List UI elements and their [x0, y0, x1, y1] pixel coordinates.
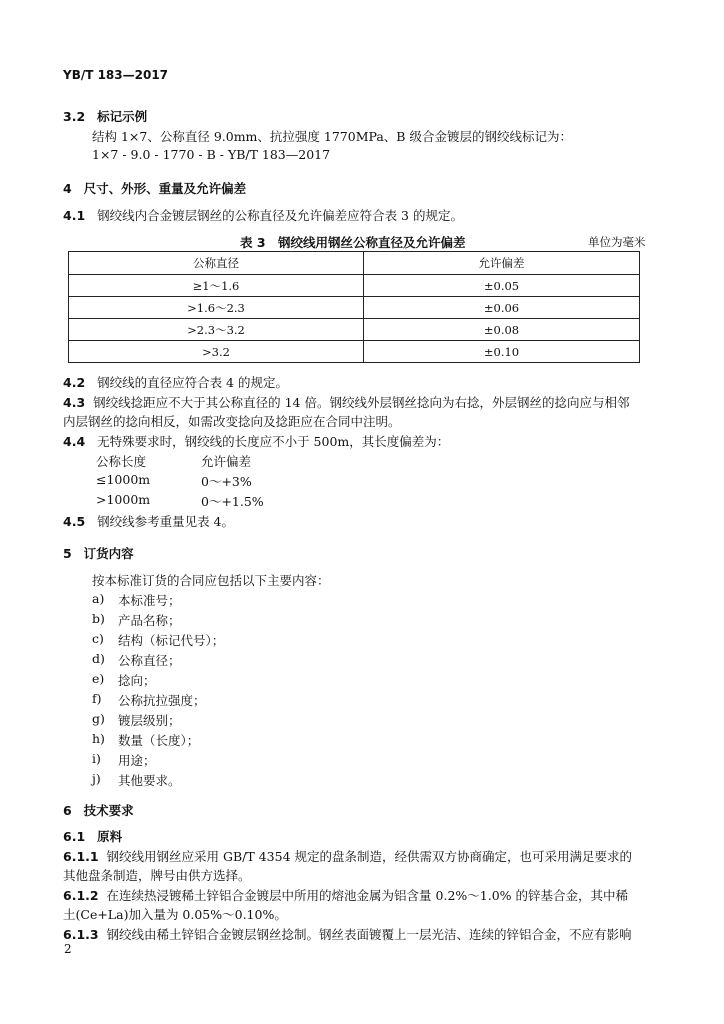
list-marker: d) — [92, 651, 105, 666]
section-title: 标记示例 — [97, 109, 148, 124]
clause-text: 无特殊要求时，钢绞线的长度应不小于 500m，其长度偏差为： — [97, 434, 450, 449]
clause-number: 4.4 — [63, 434, 86, 449]
length-deviation: 0～+1.5% — [201, 494, 264, 509]
section-4-heading — [63, 179, 246, 197]
list-marker: e) — [92, 671, 105, 686]
length-col-b-header: 允许偏差 — [201, 454, 252, 469]
section-number: 6.1 — [63, 829, 86, 844]
clause-text: 钢绞线的直径应符合表 4 的规定。 — [97, 375, 288, 390]
list-item — [92, 731, 200, 748]
list-item — [92, 611, 181, 628]
clause-text: 钢绞线内合金镀层钢丝的公称直径及允许偏差应符合表 3 的规定。 — [97, 208, 463, 223]
section-title: 尺寸、外形、重量及允许偏差 — [83, 181, 247, 196]
column-header: 允许偏差 — [364, 252, 640, 275]
table-row — [69, 319, 640, 341]
list-item — [92, 671, 156, 688]
section-title: 订货内容 — [83, 546, 134, 561]
length-value: ≤1000m — [96, 472, 151, 487]
section-number: 4 — [63, 181, 72, 196]
list-marker: f) — [92, 691, 102, 706]
length-deviation: 0～+3% — [201, 474, 252, 489]
paragraph: 按本标准订货的合同应包括以下主要内容： — [92, 573, 330, 588]
clause-4-4 — [63, 432, 449, 450]
list-marker: g) — [92, 711, 105, 726]
section-6-heading — [63, 801, 134, 819]
table-cell: ±0.05 — [364, 275, 640, 297]
list-marker: i) — [92, 751, 101, 766]
clause-number: 4.3 — [63, 395, 86, 410]
list-text: 数量（长度）； — [118, 733, 200, 748]
list-text: 公称抗拉强度； — [118, 693, 206, 708]
section-5-heading — [63, 544, 134, 562]
table-cell: >1.6～2.3 — [69, 297, 364, 319]
clause-4-3 — [63, 393, 629, 411]
list-text: 本标准号； — [118, 593, 181, 608]
list-text: 镀层级别； — [118, 713, 181, 728]
section-number: 5 — [63, 546, 72, 561]
list-text: 其他要求。 — [118, 773, 181, 788]
clause-4-5 — [63, 512, 234, 530]
table-3 — [68, 251, 640, 363]
table-cell: >3.2 — [69, 341, 364, 363]
clause-number: 6.1.2 — [63, 888, 99, 903]
section-number: 3.2 — [63, 109, 86, 124]
list-text: 公称直径； — [118, 653, 181, 668]
section-title: 技术要求 — [83, 803, 134, 818]
paragraph: 其他盘条制造，牌号由供方选择。 — [63, 868, 251, 883]
clause-6-1-1 — [63, 847, 632, 865]
table-cell: ±0.08 — [364, 319, 640, 341]
clause-number: 6.1.3 — [63, 927, 99, 942]
list-marker: c) — [92, 631, 104, 646]
table-header-row — [69, 252, 640, 275]
document-code: YB/T 183—2017 — [63, 68, 169, 82]
page-number: 2 — [64, 942, 72, 956]
paragraph: 1×7 - 9.0 - 1770 - B - YB/T 183—2017 — [92, 147, 331, 162]
section-number: 6 — [63, 803, 72, 818]
list-item — [92, 751, 156, 768]
paragraph: 土(Ce+La)加入量为 0.05%～0.10%。 — [63, 907, 287, 922]
clause-number: 4.2 — [63, 375, 86, 390]
list-marker: h) — [92, 731, 105, 746]
paragraph: 内层钢丝的捻向相反，如需改变捻向及捻距应在合同中注明。 — [63, 414, 401, 429]
clause-text: 钢绞线捻距应不大于其公称直径的 14 倍。钢绞线外层钢丝捻向为右捻，外层钢丝的捻向应与相邻 — [93, 395, 630, 410]
table-cell: ±0.06 — [364, 297, 640, 319]
list-marker: j) — [92, 771, 101, 786]
table-cell: ±0.10 — [364, 341, 640, 363]
clause-text: 在连续热浸镀稀土锌铝合金镀层中所用的熔池金属为铝含量 0.2%～1.0% 的锌基合金，其中稀 — [106, 888, 629, 903]
list-item — [92, 711, 181, 728]
list-text: 捻向； — [118, 673, 156, 688]
clause-6-1-2 — [63, 886, 628, 904]
list-marker: a) — [92, 591, 105, 606]
table-row — [69, 297, 640, 319]
clause-text: 钢绞线由稀土锌铝合金镀层钢丝捻制。钢丝表面镀覆上一层光洁、连续的锌铝合金，不应有影响 — [106, 927, 632, 942]
list-item — [92, 631, 225, 648]
list-item — [92, 771, 181, 788]
clause-text: 钢绞线用钢丝应采用 GB/T 4354 规定的盘条制造，经供需双方协商确定，也可采用满足要求的 — [106, 849, 633, 864]
table-caption: 表 3 钢绞线用钢丝公称直径及允许偏差 — [240, 235, 466, 250]
section-6-1-heading — [63, 827, 122, 845]
table-cell: >2.3～3.2 — [69, 319, 364, 341]
length-value: >1000m — [96, 492, 151, 507]
paragraph: 结构 1×7、公称直径 9.0mm、抗拉强度 1770MPa、B 级合金镀层的钢绞线标记为： — [92, 129, 572, 144]
table-cell: ≥1～1.6 — [69, 275, 364, 297]
clause-number: 4.5 — [63, 514, 86, 529]
length-col-a-header: 公称长度 — [96, 454, 147, 469]
table-row — [69, 275, 640, 297]
clause-4-2 — [63, 373, 288, 391]
list-item — [92, 651, 181, 668]
list-text: 结构（标记代号）； — [118, 633, 225, 648]
list-text: 用途； — [118, 753, 156, 768]
section-3-2-heading — [63, 107, 147, 125]
clause-text: 钢绞线参考重量见表 4。 — [97, 514, 235, 529]
table-row — [69, 341, 640, 363]
list-item — [92, 591, 181, 608]
list-item — [92, 691, 206, 708]
clause-number: 4.1 — [63, 208, 86, 223]
column-header: 公称直径 — [69, 252, 364, 275]
list-text: 产品名称； — [118, 613, 181, 628]
list-marker: b) — [92, 611, 105, 626]
section-title: 原料 — [97, 829, 123, 844]
clause-number: 6.1.1 — [63, 849, 99, 864]
clause-4-1 — [63, 206, 463, 224]
table-unit: 单位为毫米 — [588, 235, 646, 249]
clause-6-1-3 — [63, 925, 632, 943]
